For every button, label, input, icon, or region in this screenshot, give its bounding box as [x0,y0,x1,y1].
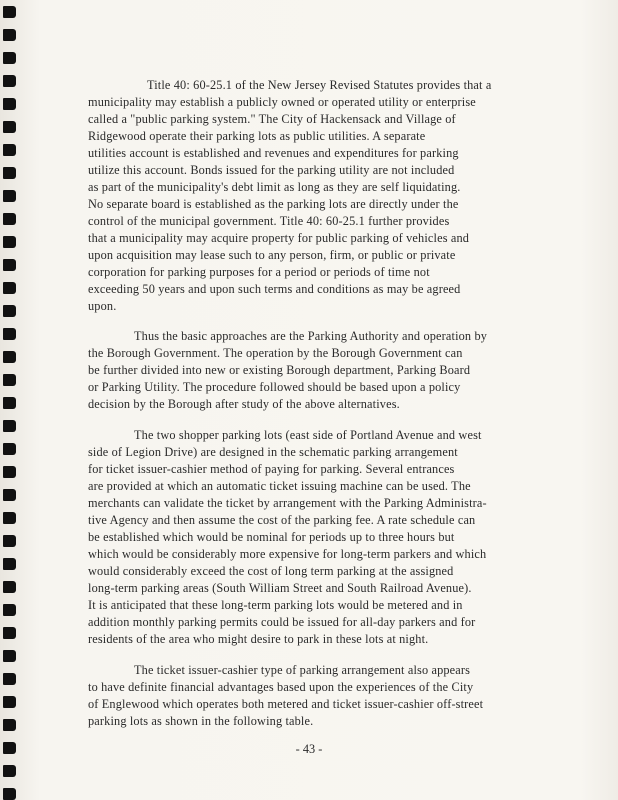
paragraph-3-line-3: for ticket issuer-cashier method of paying for parking. Several entrances [88,462,455,476]
paragraph-1-line-7: as part of the municipality's debt limit as long as they are self liquidating. [88,180,461,194]
paragraph-1-line-11: upon acquisition may lease such to any person, firm, or public or private [88,248,456,262]
paragraph-3-line-4: are provided at which an automatic ticket issuing machine can be used. The [88,479,471,493]
paragraph-4-line-2: to have definite financial advantages based upon the experiences of the City [88,680,474,694]
paragraph-2-line-4: or Parking Utility. The procedure followed should be based upon a policy [88,380,461,394]
paragraph-3-line-8: which would be considerably more expensive for long-term parkers and which [88,547,487,561]
paragraph-3-line-11: It is anticipated that these long-term parking lots would be metered and in [88,598,463,612]
paragraph-1-line-8: No separate board is established as the parking lots are directly under the [88,197,459,211]
paragraph-1-line-1: Title 40: 60-25.1 of the New Jersey Revised Statutes provides that a [147,78,492,92]
paragraph-1-line-14: upon. [88,299,117,313]
paragraph-3-line-7: be established which would be nominal for periods up to three hours but [88,530,455,544]
paragraph-3-line-6: tive Agency and then assume the cost of the parking fee. A rate schedule can [88,513,476,527]
paragraph-3-line-1: The two shopper parking lots (east side of Portland Avenue and west [134,428,482,442]
paragraph-3-line-13: residents of the area who might desire to park in these lots at night. [88,632,429,646]
paragraph-4-line-1: The ticket issuer-cashier type of parking arrangement also appears [134,663,471,677]
paragraph-3-line-2: side of Legion Drive) are designed in the schematic parking arrangement [88,445,458,459]
paragraph-1-line-5: utilities account is established and revenues and expenditures for parking [88,146,459,160]
paragraph-2-line-5: decision by the Borough after study of the above alternatives. [88,397,400,411]
paragraph-3-line-9: would considerably exceed the cost of long term parking at the assigned [88,564,454,578]
paragraph-2-line-2: the Borough Government. The operation by the Borough Government can [88,346,463,360]
paragraph-3-line-10: long-term parking areas (South William Street and South Railroad Avenue). [88,581,472,595]
paragraph-4-line-3: of Englewood which operates both metered and ticket issuer-cashier off-street [88,697,484,711]
paragraph-2-line-1: Thus the basic approaches are the Parking Authority and operation by [134,329,488,343]
paragraph-1-line-12: corporation for parking purposes for a period or periods of time not [88,265,430,279]
paragraph-3-line-5: merchants can validate the ticket by arrangement with the Parking Administra- [88,496,487,510]
paragraph-4-line-4: parking lots as shown in the following table. [88,714,314,728]
paragraph-1-line-3: called a "public parking system." The City of Hackensack and Village of [88,112,456,126]
page-number: - 43 - [295,742,323,756]
paragraph-1-line-9: control of the municipal government. Title 40: 60-25.1 further provides [88,214,450,228]
paragraph-1-line-10: that a municipality may acquire property for public parking of vehicles and [88,231,470,245]
paragraph-1-line-6: utilize this account. Bonds issued for the parking utility are not included [88,163,455,177]
paragraph-2-line-3: be further divided into new or existing Borough department, Parking Board [88,363,471,377]
paragraph-1-line-2: municipality may establish a publicly owned or operated utility or enterprise [88,95,476,109]
paragraph-3-line-12: addition monthly parking permits could be issued for all-day parkers and for [88,615,476,629]
paragraph-1-line-13: exceeding 50 years and upon such terms and conditions as may be agreed [88,282,461,296]
paragraph-1-line-4: Ridgewood operate their parking lots as public utilities. A separate [88,129,426,143]
